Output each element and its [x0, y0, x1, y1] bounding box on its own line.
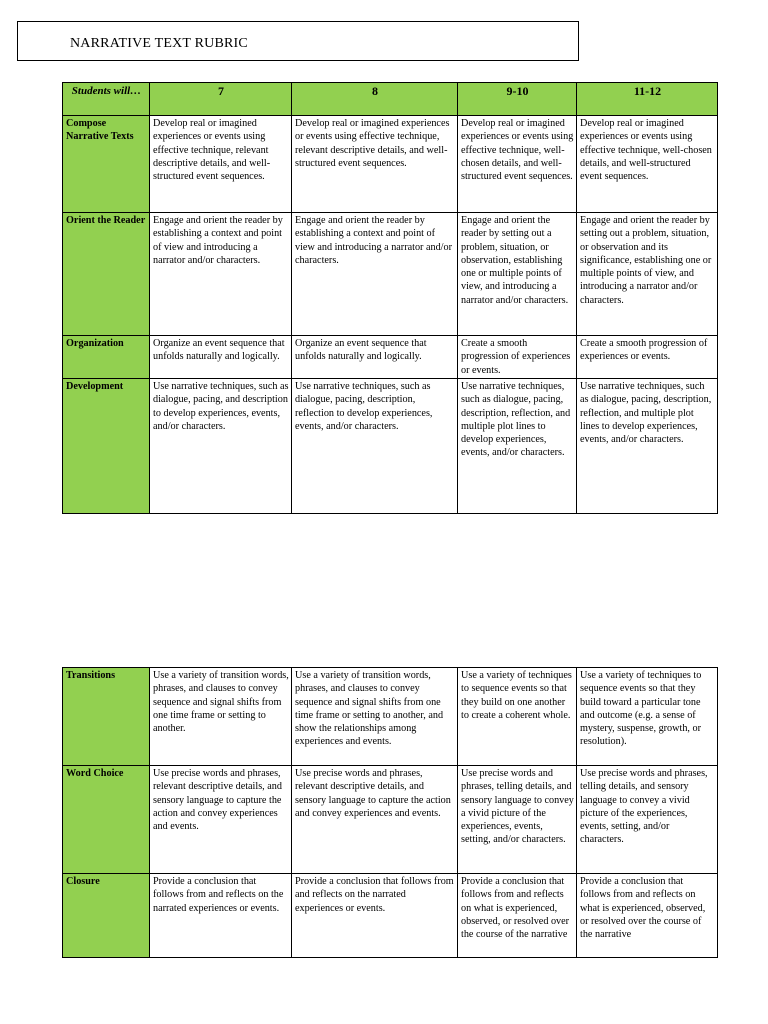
header-row: [63, 83, 718, 116]
header-grade-11-12: 11-12: [577, 83, 718, 116]
criterion-orient: Orient the Reader: [63, 213, 150, 336]
table-cell: Provide a conclusion that follows from and reflects on the narrated experiences or events.: [150, 874, 292, 958]
table-cell: Use narrative techniques, such as dialogue, pacing, description, reflection, and multiple plot lines to develop experiences, events, and/or characters.: [458, 379, 577, 514]
table-row: [63, 874, 718, 958]
table-cell: Develop real or imagined experiences or events using effective technique, well-chosen details, and well-structured event sequences.: [577, 116, 718, 213]
table-row: [63, 336, 718, 379]
table-cell: Organize an event sequence that unfolds naturally and logically.: [150, 336, 292, 379]
table-cell: Use narrative techniques, such as dialogue, pacing, and description to develop experiences, events, and/or characters.: [150, 379, 292, 514]
page-title: NARRATIVE TEXT RUBRIC: [70, 36, 248, 51]
table-cell: Engage and orient the reader by setting out a problem, situation, or observation and its significance, establishing one or multiple points of view, and introducing a narrator and/or characters.: [577, 213, 718, 336]
criterion-closure: Closure: [63, 874, 150, 958]
header-grade-8: 8: [292, 83, 458, 116]
rubric-table-part-1: [62, 82, 718, 514]
table-cell: Engage and orient the reader by setting out a problem, situation, or observation, establishing one or multiple points of view, and introducing a narrator and/or characters.: [458, 213, 577, 336]
table-row: [63, 213, 718, 336]
table-row: [63, 116, 718, 213]
table-row: [63, 379, 718, 514]
title-box: [17, 21, 579, 61]
table-cell: Use a variety of techniques to sequence events so that they build toward a particular tone and outcome (e.g. a sense of mystery, suspense, growth, or resolution).: [577, 668, 718, 766]
criterion-organization: Organization: [63, 336, 150, 379]
header-students: Students will…: [63, 83, 150, 116]
table-cell: Engage and orient the reader by establishing a context and point of view and introducing a narrator and/or characters.: [292, 213, 458, 336]
table-cell: Use precise words and phrases, relevant descriptive details, and sensory language to capture the action and convey experiences and events.: [292, 766, 458, 874]
table-cell: Provide a conclusion that follows from and reflects on the narrated experiences or events.: [292, 874, 458, 958]
table-cell: Develop real or imagined experiences or events using effective technique, relevant descriptive details, and well-structured event sequences.: [150, 116, 292, 213]
header-grade-7: 7: [150, 83, 292, 116]
table-cell: Develop real or imagined experiences or events using effective technique, relevant descriptive details, and well-structured event sequences.: [292, 116, 458, 213]
table-cell: Engage and orient the reader by establishing a context and point of view and introducing a narrator and/or characters.: [150, 213, 292, 336]
table-cell: Organize an event sequence that unfolds naturally and logically.: [292, 336, 458, 379]
table-cell: Create a smooth progression of experiences or events.: [458, 336, 577, 379]
table-row: [63, 668, 718, 766]
rubric-table-part-2: [62, 667, 718, 958]
table-cell: Develop real or imagined experiences or events using effective technique, well-chosen details, and well-structured event sequences.: [458, 116, 577, 213]
table-cell: Use a variety of transition words, phrases, and clauses to convey sequence and signal shifts from one time frame or setting to another.: [150, 668, 292, 766]
criterion-development: Development: [63, 379, 150, 514]
table-cell: Use a variety of transition words, phrases, and clauses to convey sequence and signal shifts from one time frame or setting to another, and show the relationships among experiences and events.: [292, 668, 458, 766]
criterion-transitions: Transitions: [63, 668, 150, 766]
table-cell: Provide a conclusion that follows from and reflects on what is experienced, observed, or resolved over the course of the narrative: [458, 874, 577, 958]
table-row: [63, 766, 718, 874]
criterion-compose: Compose Narrative Texts: [63, 116, 150, 213]
table-cell: Provide a conclusion that follows from and reflects on what is experienced, observed, or resolved over the course of the narrative: [577, 874, 718, 958]
table-cell: Use narrative techniques, such as dialogue, pacing, description, reflection, and multiple plot lines to develop experiences, events, and/or characters.: [577, 379, 718, 514]
table-cell: Use precise words and phrases, telling details, and sensory language to convey a vivid picture of the experiences, events, setting, and/or characters.: [577, 766, 718, 874]
table-cell: Use precise words and phrases, relevant descriptive details, and sensory language to capture the action and convey experiences and events.: [150, 766, 292, 874]
header-grade-9-10: 9-10: [458, 83, 577, 116]
criterion-word-choice: Word Choice: [63, 766, 150, 874]
table-cell: Use precise words and phrases, telling details, and sensory language to convey a vivid picture of the experiences, events, setting, and/or characters.: [458, 766, 577, 874]
table-cell: Use a variety of techniques to sequence events so that they build on one another to create a coherent whole.: [458, 668, 577, 766]
table-cell: Create a smooth progression of experiences or events.: [577, 336, 718, 379]
table-cell: Use narrative techniques, such as dialogue, pacing, description, reflection to develop experiences, events, and/or characters.: [292, 379, 458, 514]
